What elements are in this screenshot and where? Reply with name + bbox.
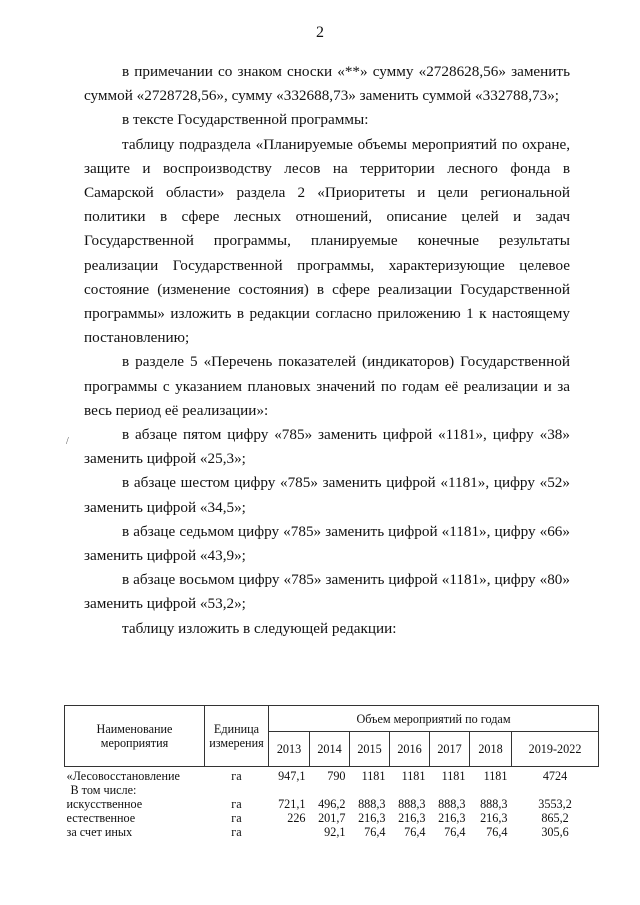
cell-value: 4724 <box>542 769 568 783</box>
header-year: 2013 <box>269 732 310 767</box>
table-row <box>65 767 599 784</box>
cell-value: 496,2 <box>318 797 346 811</box>
table-row <box>65 811 599 825</box>
cell-value <box>310 783 350 797</box>
cell-value <box>390 783 430 797</box>
paragraph: в абзаце восьмом цифру «785» заменить цифрой «1181», цифру «80» заменить цифрой «53,2»; <box>84 571 570 613</box>
cell-value: 865,2 <box>541 811 569 825</box>
paragraph: в абзаце шестом цифру «785» заменить цифрой «1181», цифру «52» заменить цифрой «34,5»; <box>84 474 570 516</box>
cell-value: 76,4 <box>444 825 466 839</box>
table-row <box>65 797 599 811</box>
cell-value: 216,3 <box>398 811 426 825</box>
row-name: «Лесовосстановление <box>66 769 180 783</box>
cell-value: 3553,2 <box>538 797 572 811</box>
cell-value <box>269 783 310 797</box>
paragraph: в тексте Государственной программы: <box>122 111 369 129</box>
paragraph: в абзаце пятом цифру «785» заменить цифрой «1181», цифру «38» заменить цифрой «25,3»; <box>84 426 570 468</box>
header-name: Наименование мероприятия <box>65 706 205 767</box>
row-unit: га <box>231 825 242 839</box>
cell-value: 1181 <box>401 769 426 783</box>
cell-value: 888,3 <box>438 797 466 811</box>
paragraph: в примечании со знаком сноски «**» сумму «2728628,56» заменить суммой «2728728,56», сумму «332688,73» заменить суммой «332788,73»; <box>84 63 570 105</box>
cell-value: 76,4 <box>404 825 426 839</box>
measures-table <box>64 705 599 839</box>
header-year: 2017 <box>430 732 470 767</box>
cell-value: 1181 <box>483 769 508 783</box>
row-unit: га <box>231 811 242 825</box>
cell-value: 721,1 <box>278 797 306 811</box>
cell-value <box>350 783 390 797</box>
header-year: 2018 <box>470 732 512 767</box>
cell-value: 226 <box>287 811 306 825</box>
row-name: за счет иных <box>66 825 133 839</box>
table-row <box>65 783 599 797</box>
document-body <box>84 60 570 641</box>
table-row <box>65 825 599 839</box>
row-unit: га <box>231 797 242 811</box>
header-group: Объем мероприятий по годам <box>269 706 599 732</box>
cell-value: 76,4 <box>364 825 386 839</box>
header-year: 2019-2022 <box>512 732 599 767</box>
paragraph: в разделе 5 «Перечень показателей (индикаторов) Государственной программы с указанием плановых значений по годам её реализации и за весь период её реализации»: <box>84 353 570 419</box>
cell-value <box>470 783 512 797</box>
cell-value: 305,6 <box>541 825 569 839</box>
measures-table-container <box>64 705 598 839</box>
cell-value: 216,3 <box>438 811 466 825</box>
cell-value: 216,3 <box>358 811 386 825</box>
cell-value <box>512 783 599 797</box>
paragraph: таблицу изложить в следующей редакции: <box>122 619 397 637</box>
cell-value: 201,7 <box>318 811 346 825</box>
cell-value: 888,3 <box>358 797 386 811</box>
row-name: искусственное <box>66 797 143 811</box>
row-unit: га <box>231 769 242 783</box>
header-unit: Единица измерения <box>205 706 269 767</box>
page-number: 2 <box>316 24 324 41</box>
header-year: 2016 <box>390 732 430 767</box>
cell-value: 76,4 <box>486 825 508 839</box>
header-year: 2015 <box>350 732 390 767</box>
cell-value: 790 <box>327 769 346 783</box>
cell-value <box>269 825 310 839</box>
cell-value <box>430 783 470 797</box>
row-name: естественное <box>66 811 136 825</box>
row-name: В том числе: <box>70 783 137 797</box>
row-unit <box>205 783 269 797</box>
paragraph: таблицу подраздела «Планируемые объемы мероприятий по охране, защите и воспроизводству лесов на территории лесного фонда в Самарской области» раздела 2 «Приоритеты и цели региональной политики в сфере лесных отношений, описание целей и задач Государственной программы, планируемые конечные результаты реализации Государственной программы, характеризующие целевое состояние (изменение состояния) в сфере реализации Государственной программы» изложить в редакции согласно приложению 1 к настоящему постановлению; <box>84 135 570 347</box>
cell-value: 888,3 <box>480 797 508 811</box>
cell-value: 888,3 <box>398 797 426 811</box>
paragraph: в абзаце седьмом цифру «785» заменить цифрой «1181», цифру «66» заменить цифрой «43,9»; <box>84 522 570 565</box>
header-year: 2014 <box>310 732 350 767</box>
cell-value: 216,3 <box>480 811 508 825</box>
margin-mark: / <box>66 436 69 447</box>
cell-value: 1181 <box>441 769 466 783</box>
cell-value: 1181 <box>361 769 386 783</box>
cell-value: 947,1 <box>278 769 306 783</box>
cell-value: 92,1 <box>324 825 346 839</box>
